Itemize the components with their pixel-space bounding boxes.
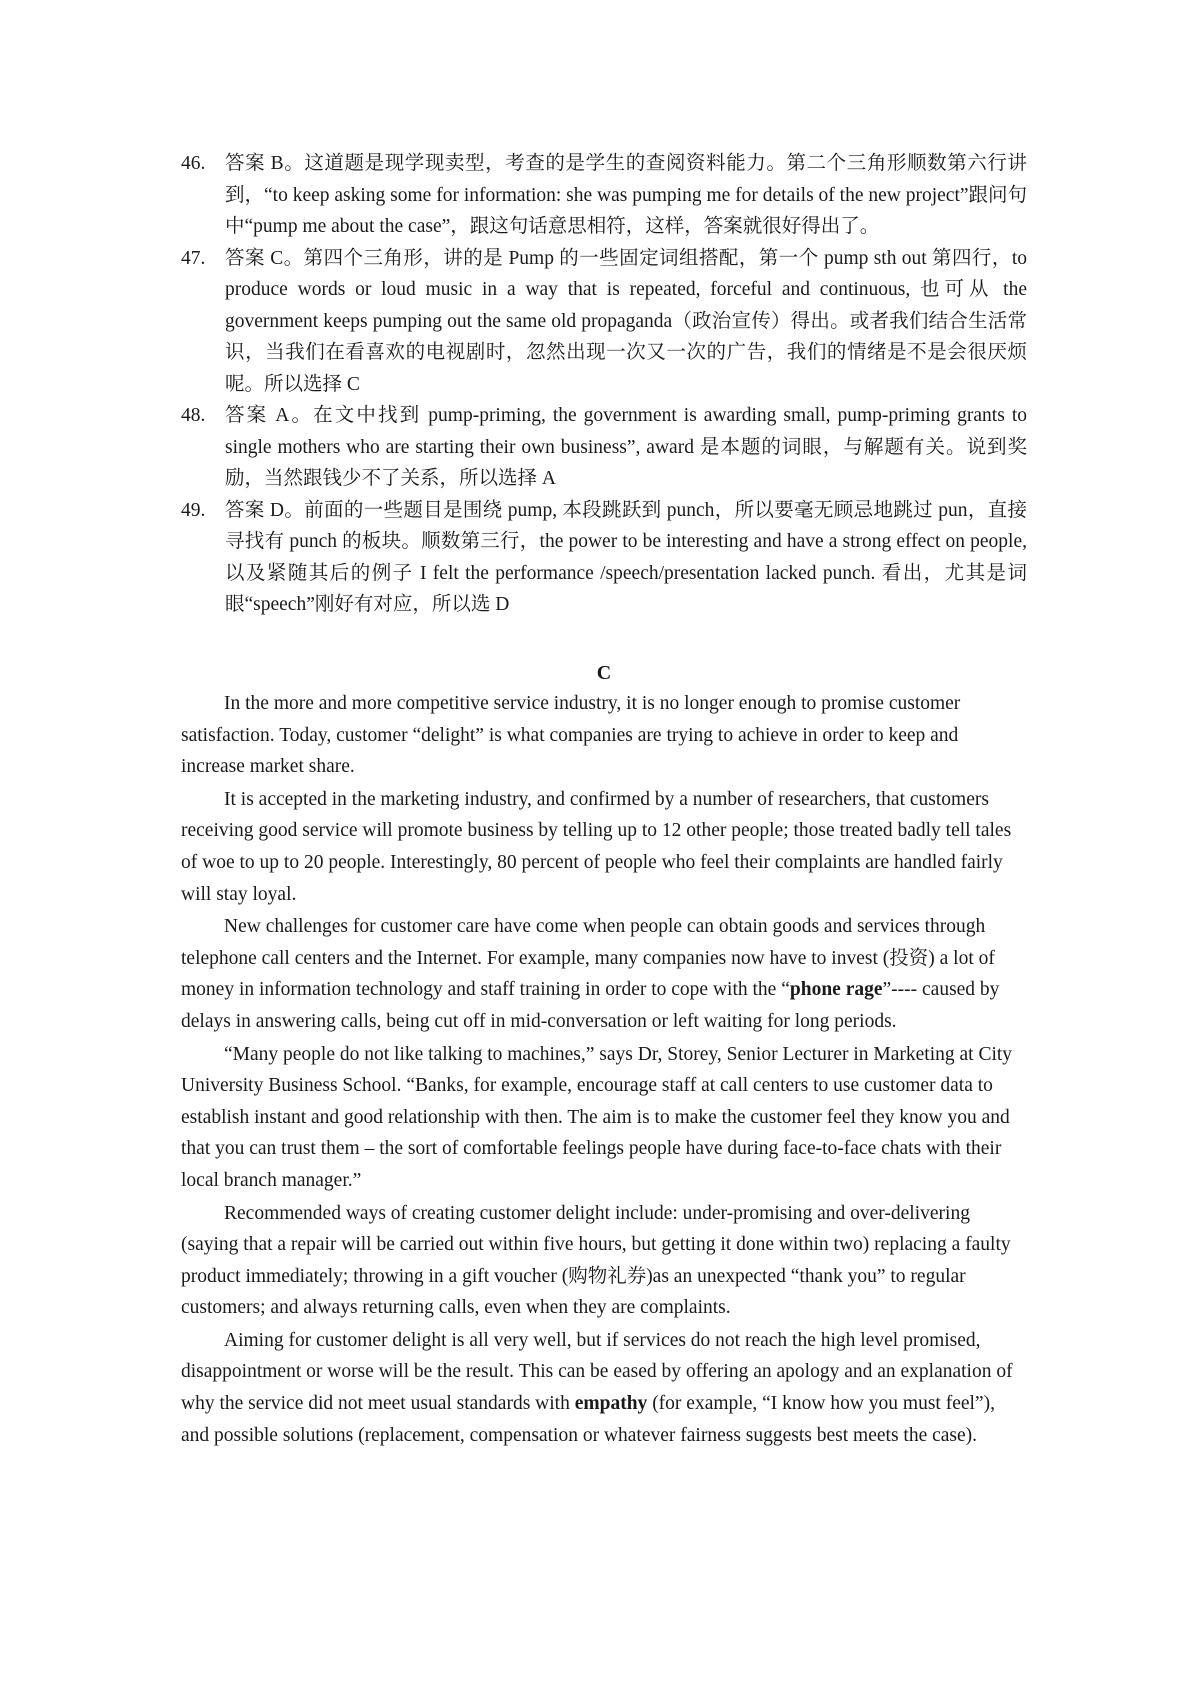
passage-paragraph-2: It is accepted in the marketing industry, and confirmed by a number of researchers, that customers receiving good service will promote business by telling up to 12 other people; those treated badly tell tales of woe to up to 20 people. Interestingly, 80 percent of people who feel their complaints are handled fairly will stay loyal. [181, 788, 1012, 905]
answer-number: 48. [181, 405, 206, 426]
reading-passage [181, 688, 1027, 1452]
passage-paragraph-4: “Many people do not like talking to machines,” says Dr, Storey, Senior Lecturer in Marketing at City University Business School. “Banks, for example, encourage staff at call centers to use customer data to establish instant and good relationship with then. The aim is to make the customer feel they know you and that you can trust them – the sort of comfortable feelings people have during face-to-face chats with their local branch manager.” [181, 1043, 1013, 1191]
answer-text: 答案 C。第四个三角形，讲的是 Pump 的一些固定词组搭配，第一个 pump sth out 第四行，to produce words or loud music in a way that is repeated, forceful and continuous, 也可从 the government keeps pumping out the same old propaganda（政治宣传）得出。或者我们结合生活常识，当我们在看喜欢的电视剧时，忽然出现一次又一次的广告，我们的情绪是不是会很厌烦呢。所以选择 C [225, 247, 1027, 395]
passage-paragraph-1: In the more and more competitive service industry, it is no longer enough to promise customer satisfaction. Today, customer “delight” is what companies are trying to achieve in order to keep and increase market share. [181, 693, 961, 778]
answer-item-46 [181, 148, 1027, 243]
answer-number: 47. [181, 247, 206, 269]
paragraph-text: Aiming for customer delight is all very well, but if services do not reach the high level promised, disappointment or worse will be the result. This can be eased by offering an apology and an explanation of why the service did not meet usual standards with [181, 1329, 1013, 1415]
passage-paragraph-6 [181, 1325, 1027, 1451]
answer-text: 答案 B。这道题是现学现卖型，考查的是学生的查阅资料能力。第二个三角形顺数第六行讲到，“to keep asking some for information: she was pumping me for details of the new project”跟问句中“pump me about the case”，跟这句话意思相符，这样，答案就很好得出了。 [225, 153, 1028, 237]
paragraph-text: (for example, “I know how you must feel”), and possible solutions (replacement, compensation or whatever fairness suggests best meets the case). [181, 1393, 995, 1446]
passage-paragraph-5: Recommended ways of creating customer delight include: under-promising and over-delivering (saying that a repair will be carried out within five hours, but getting it done within two) replacing a faulty product immediately; throwing in a gift voucher (购物礼券)as an unexpected “thank you” to regular customers; and always returning calls, even when they are complaints. [181, 1202, 1011, 1319]
answer-item-48 [181, 400, 1027, 495]
answer-explanations [181, 148, 1027, 621]
answer-number: 49. [181, 499, 206, 521]
answer-number: 46. [181, 153, 206, 174]
answer-item-47 [181, 243, 1027, 401]
section-title: C [596, 662, 612, 684]
paragraph-text: New challenges for customer care have come when people can obtain goods and services through telephone call centers and the Internet. For example, many companies now have to invest (投资) a lot of money in information technology and staff training in order to cope with the “ [181, 916, 995, 1001]
paragraph-text: ”---- caused by delays in answering calls, being cut off in mid-conversation or left waiting for long periods. [181, 979, 1000, 1032]
answer-text: 答案 A。在文中找到 pump-priming, the government is awarding small, pump-priming grants to single mothers who are starting their own business”, award 是本题的词眼，与解题有关。说到奖励，当然跟钱少不了关系，所以选择 A [225, 405, 1027, 489]
bold-term-phone-rage: phone rage [789, 979, 883, 1001]
answer-text: 答案 D。前面的一些题目是围绕 pump, 本段跳跃到 punch，所以要毫无顾忌地跳过 pun，直接寻找有 punch 的板块。顺数第三行，the power to be interesting and have a strong effect on people, 以及紧随其后的例子 I felt the performance /speech/presentation lacked punch. 看出，尤其是词眼“speech”刚好有对应，所以选 D [225, 499, 1027, 615]
passage-paragraph-3 [181, 911, 1027, 1037]
bold-term-empathy: empathy [574, 1393, 648, 1415]
answer-item-49 [181, 495, 1027, 621]
